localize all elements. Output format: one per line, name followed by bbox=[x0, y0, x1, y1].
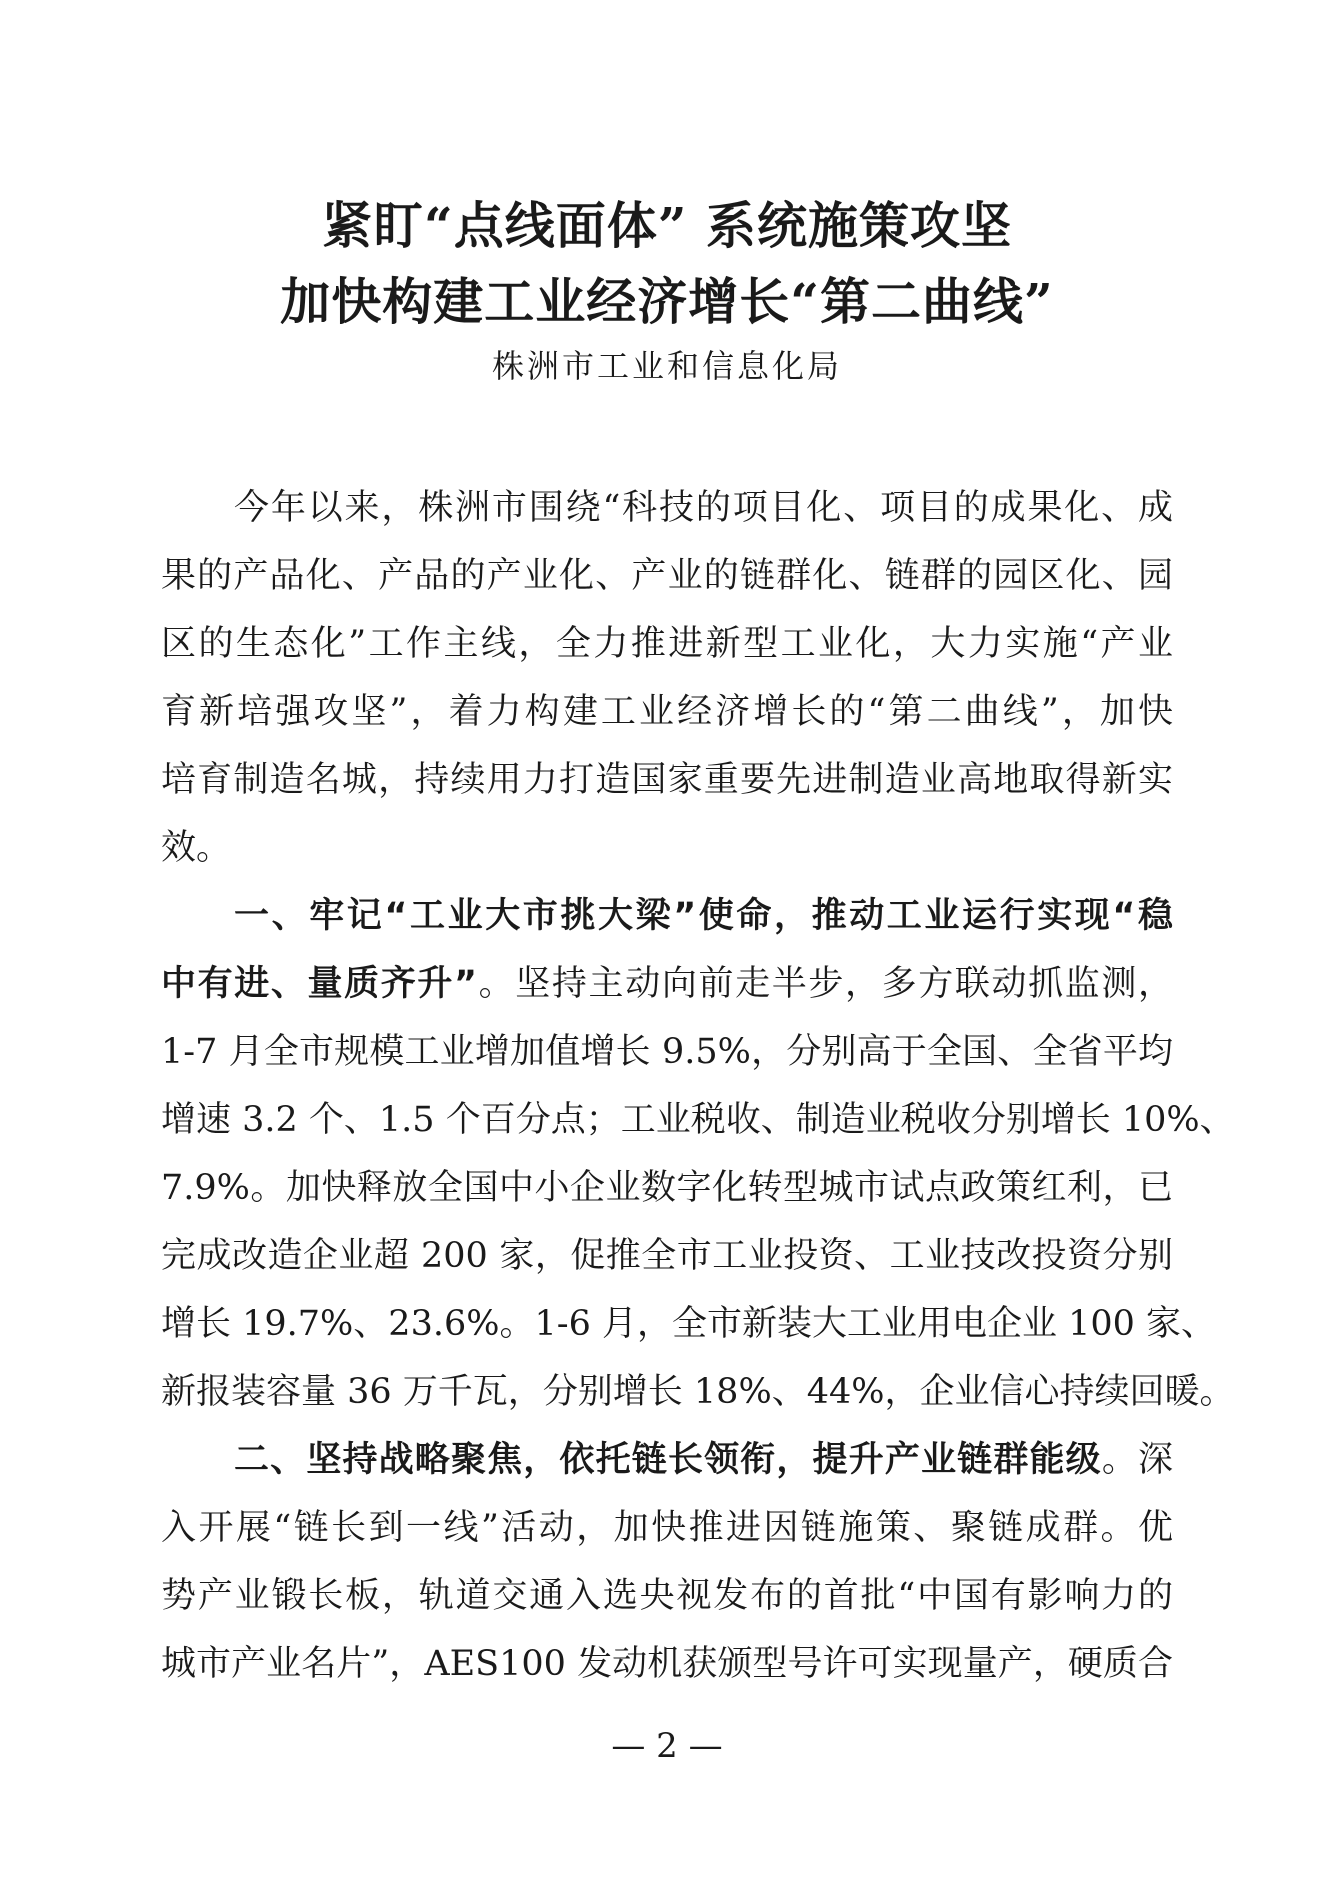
section-heading-1: 一、牢记“工业大市挑大梁”使命，推动工业运行实现“稳 bbox=[234, 896, 1173, 936]
page-number: — 2 — bbox=[611, 1726, 723, 1766]
paragraph-text: 。深 bbox=[1101, 1440, 1173, 1480]
section-heading-1-continued: 中有进、量质齐升” bbox=[161, 964, 478, 1004]
paragraph-line: 培育制造名城，持续用力打造国家重要先进制造业高地取得新实 bbox=[161, 760, 1173, 800]
paragraph-line: 1-7 月全市规模工业增加值增长 9.5%，分别高于全国、全省平均 bbox=[161, 1032, 1173, 1072]
document-title-line-2: 加快构建工业经济增长“第二曲线” bbox=[280, 272, 1054, 331]
paragraph-line bbox=[161, 950, 1173, 1018]
paragraph-line: 新报装容量 36 万千瓦，分别增长 18%、44%，企业信心持续回暖。 bbox=[161, 1372, 1235, 1412]
paragraph-line: 势产业锻长板，轨道交通入选央视发布的首批“中国有影响力的 bbox=[161, 1576, 1173, 1616]
paragraph-line: 入开展“链长到一线”活动，加快推进因链施策、聚链成群。优 bbox=[161, 1508, 1173, 1548]
paragraph-line: 果的产品化、产品的产业化、产业的链群化、链群的园区化、园 bbox=[161, 556, 1173, 596]
paragraph-line: 增速 3.2 个、1.5 个百分点；工业税收、制造业税收分别增长 10%、 bbox=[161, 1100, 1235, 1140]
paragraph-line: 效。 bbox=[161, 828, 232, 868]
paragraph-text: 。坚持主动向前走半步，多方联动抓监测， bbox=[477, 964, 1173, 1004]
document-body bbox=[161, 474, 1235, 1698]
document-title-line-1: 紧盯“点线面体” 系统施策攻坚 bbox=[322, 196, 1012, 255]
paragraph-line: 区的生态化”工作主线，全力推进新型工业化，大力实施“产业 bbox=[161, 624, 1173, 664]
document-author: 株洲市工业和信息化局 bbox=[491, 347, 842, 385]
paragraph-line: 增长 19.7%、23.6%。1-6 月，全市新装大工业用电企业 100 家、 bbox=[161, 1304, 1217, 1344]
paragraph-line: 完成改造企业超 200 家，促推全市工业投资、工业技改投资分别 bbox=[161, 1236, 1173, 1276]
paragraph-line: 育新培强攻坚”，着力构建工业经济增长的“第二曲线”，加快 bbox=[161, 692, 1173, 732]
paragraph-line bbox=[161, 1426, 1173, 1494]
paragraph-line: 7.9%。加快释放全国中小企业数字化转型城市试点政策红利，已 bbox=[161, 1168, 1173, 1208]
paragraph-line: 今年以来，株洲市围绕“科技的项目化、项目的成果化、成 bbox=[234, 488, 1173, 528]
paragraph-line: 城市产业名片”，AES100 发动机获颁型号许可实现量产，硬质合 bbox=[161, 1644, 1173, 1684]
section-heading-2: 二、坚持战略聚焦，依托链长领衔，提升产业链群能级 bbox=[234, 1440, 1102, 1480]
